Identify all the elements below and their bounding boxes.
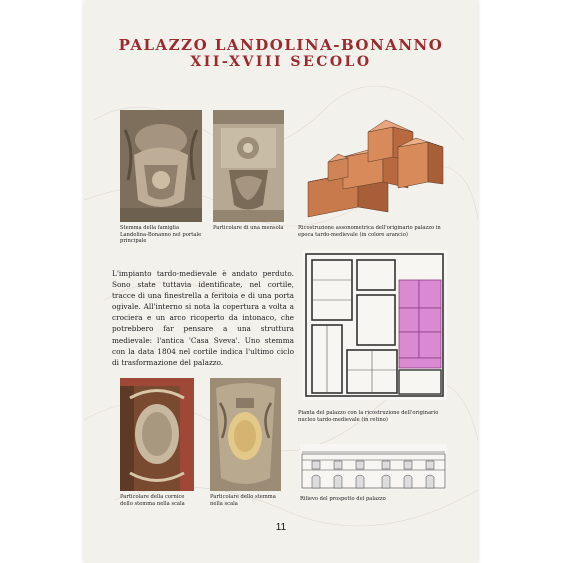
page-subtitle: XII-XVIII SECOLO [190,54,372,70]
mensola-caption: Particolare di una mensola [213,225,284,231]
cornice-caption: Particolare della cornice dello stemma nella scala [120,494,185,507]
stemma-portale-caption: Stemma della famiglia Landolina-Bonanno nel portale principale [120,225,202,244]
assonometria-drawing [298,112,448,220]
body-paragraph: L'impianto tardo-medievale è andato perduto. Sono state tuttavia identificate, nel cortile, tracce di una finestrella a feritoia e di una porta ogivale. All'interno si nota la copertura a volta a crociera e un arco ricoperto da intonaco, che potrebbero far pensare a una struttura medievale: l'antica 'Casa Sveva'. Uno stemma con la data 1804 nel cortile indica l'ultimo ciclo di trasformazione del palazzo. [112,269,294,367]
assonometria-caption: Ricostruzione assonometrica dell'originario palazzo in epoca tardo-medievale (in colore arancio) [298,225,441,238]
stemma-scala-photo [210,378,281,491]
page [84,0,478,563]
page-number: 11 [275,522,287,533]
stemma-portale-photo [120,110,202,222]
stemma-scala-caption: Particolare dello stemma nella scala [210,494,276,507]
prospetto-drawing [300,444,447,490]
prospetto-caption: Rilievo del prospetto del palazzo [300,496,386,502]
pianta-drawing [302,250,447,400]
cornice-photo [120,378,194,491]
mensola-photo [213,110,284,222]
pianta-caption: Pianta del palazzo con la ricostruzione dell'originario nucleo tardo-medievale (in retino) [298,410,439,423]
page-title: PALAZZO LANDOLINA-BONANNO [118,36,444,54]
